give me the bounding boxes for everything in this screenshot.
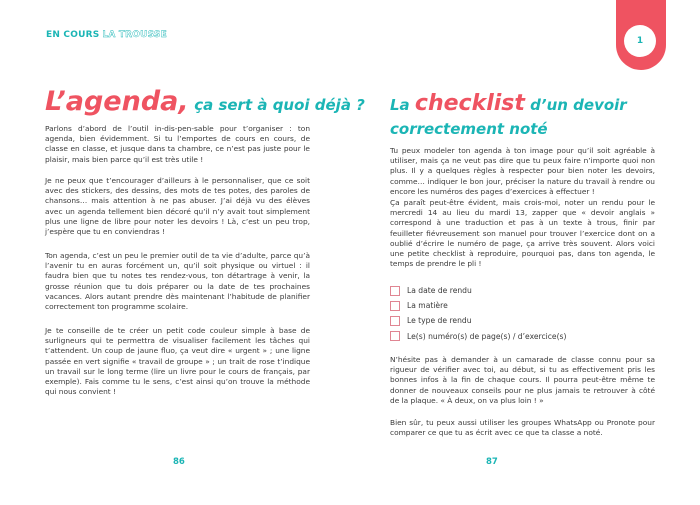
checkbox-icon [390, 301, 400, 311]
chapter-number: 1 [636, 36, 644, 46]
checklist-label: La date de rendu [407, 286, 472, 296]
chapter-label: LA TROUSSE [102, 30, 167, 40]
section-label: EN COURS [46, 30, 100, 40]
running-header [46, 30, 167, 40]
checkbox-icon [390, 316, 400, 326]
title-line2: correctement noté [390, 120, 548, 138]
checklist-item [390, 313, 655, 328]
title-emphasis: checklist [414, 91, 525, 116]
paragraph: Je ne peux que t’encourager d’ailleurs à le personnaliser, que ce soit avec des stickers, des dessins, des mots de tes potes, des paroles de chansons… mais attention à ne pas abuser. J’ai déjà vu des élèves avec un agenda tellement bien décoré qu’il n’y avait tout simplement plus une ligne de libre pour noter les devoirs ! Là, c’est un peu trop, j’espère que tu en conviendras ! [45, 176, 310, 237]
paragraph: Ça paraît peut-être évident, mais crois-moi, noter un rendu pour le mercredi 14 au lieu du mardi 13, zapper que « devoir anglais » correspond à une traduction et pas à un texte à trous, finir par feuilleter fiévreusement son manuel pour trouver l’exercice dont on a oublié d’écrire le numéro de page, ça arrive très souvent. Alors voici une petite checklist à reproduire, pourquoi pas, dans ton agenda, le temps de prendre le pli ! [390, 198, 655, 269]
left-page-title [45, 86, 365, 117]
page-number-left: 86 [173, 457, 185, 467]
checkbox-icon [390, 286, 400, 296]
paragraph: Tu peux modeler ton agenda à ton image pour qu’il soit agréable à utiliser, mais ça ne veut pas dire que tu peux faire n’importe quoi non plus. Il y a quelques règles à respecter pour bien noter les devoirs, comme… indiquer le bon jour, préciser la nature du travail à rendre ou encore les numéros des pages d’exercices à effectuer ! [390, 146, 655, 196]
paragraph: Parlons d’abord de l’outil in-dis-pen-sable pour t’organiser : ton agenda, bien évidemment. Si tu l’emportes de cours en cours, de classe en classe, et jusque dans ta chambre, ce n’est pas juste pour le plaisir, mais bien parce qu’il est très utile ! [45, 124, 310, 164]
checklist-item [390, 298, 655, 313]
paragraph: N’hésite pas à demander à un camarade de classe connu pour sa rigueur de vérifier avec toi, au début, si tu as effectivement pris les bonnes infos à la fin de chaque cours. Il pourra peut-être même te donner de nouveaux conseils pour ne plus jamais te retrouver à côté de la plaque. « À deux, on va plus loin ! » [390, 355, 655, 405]
paragraph: Ton agenda, c’est un peu le premier outil de ta vie d’adulte, parce qu’à l’avenir tu en auras forcément un, qu’il soit physique ou virtuel : il faudra bien que tu notes tes rendez-vous, ton détartrage à venir, la grosse réunion que tu dois préparer ou la date de tes prochaines vacances. Alors autant prendre dès maintenant l’habitude de planifier correctement ton programme scolaire. [45, 251, 310, 312]
checklist-label: La matière [407, 301, 448, 311]
checklist [390, 283, 655, 344]
right-page-title [390, 92, 627, 141]
page-number-right: 87 [486, 457, 498, 467]
chapter-badge [624, 25, 656, 57]
title-post: d’un devoir [530, 96, 627, 114]
checklist-item [390, 329, 655, 344]
title-rest: ça sert à quoi déjà ? [194, 96, 365, 114]
checklist-label: Le type de rendu [407, 316, 472, 326]
paragraph: Je te conseille de te créer un petit code couleur simple à base de surligneurs qui te permettra de visualiser facilement les tâches qui t’attendent. Un coup de jaune fluo, ça veut dire « urgent » ; une ligne passée en vert signifie « travail de groupe » ; un trait de rose t’indique un travail sur le long terme (lire un livre pour le cours de français, par exemple). Fais comme tu le sens, c’est ainsi qu’on trouve la méthode qui nous convient ! [45, 326, 310, 397]
paragraph: Bien sûr, tu peux aussi utiliser les groupes WhatsApp ou Pronote pour comparer ce que tu as écrit avec ce que ta classe a noté. [390, 418, 655, 438]
title-emphasis: L’agenda, [45, 86, 189, 117]
title-pre: La [390, 96, 410, 114]
checklist-label: Le(s) numéro(s) de page(s) / d’exercice(s) [407, 331, 567, 341]
checkbox-icon [390, 331, 400, 341]
checklist-item [390, 283, 655, 298]
